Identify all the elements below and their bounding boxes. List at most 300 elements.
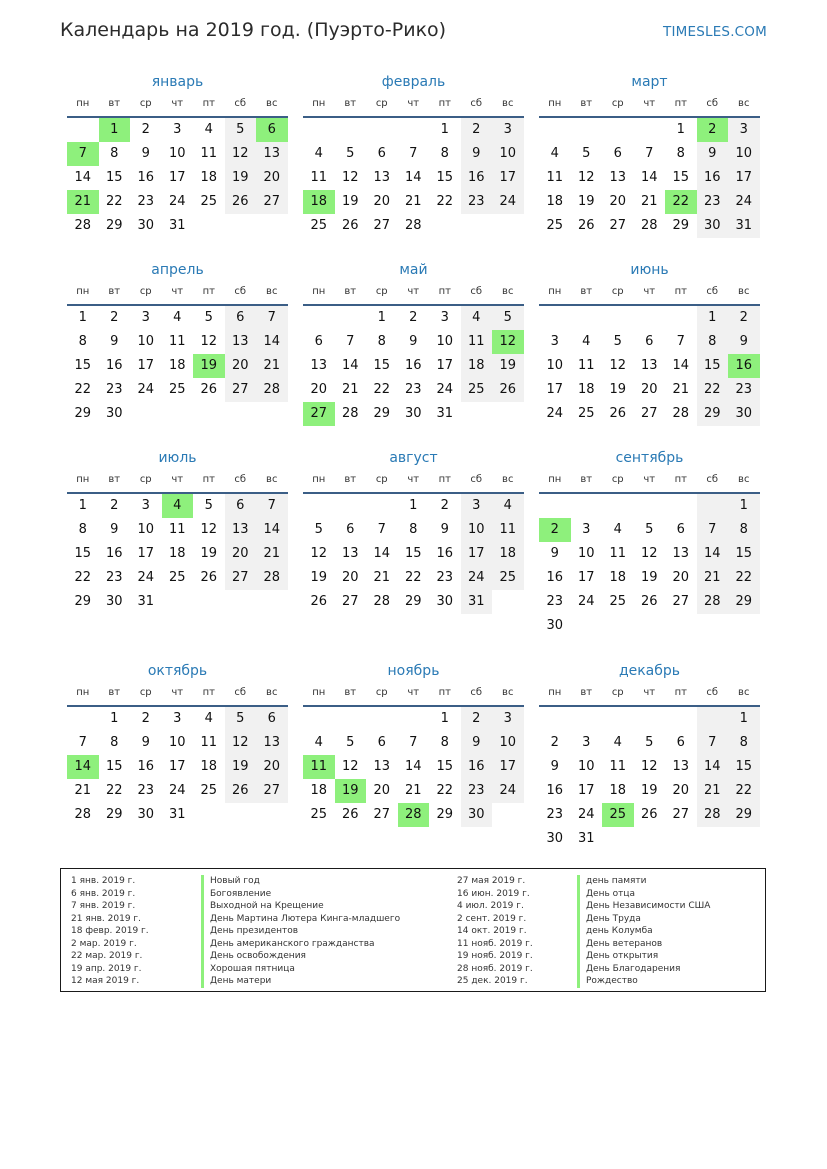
day-cell: 8 [78,334,87,349]
day-cell: 29 [74,594,92,609]
day-cell: 5 [492,306,524,330]
day-cell: 2 [550,735,559,750]
day-cell: 8 [440,735,449,750]
empty-cell [697,614,729,638]
weekday-label: вс [266,98,278,109]
day-cell: 26 [200,570,218,585]
day-cell: 18 [546,194,564,209]
day-cell: 11 [310,170,328,185]
day-cell: 27 [225,378,257,402]
day-cell: 18 [200,759,218,774]
empty-cell [571,614,603,638]
empty-cell [256,590,288,614]
empty-cell [539,707,571,731]
day-cell: 13 [672,546,690,561]
empty-cell [335,707,367,731]
empty-cell [225,803,257,827]
day-cell: 13 [640,358,658,373]
weekday-label: пн [76,98,90,109]
day-cell: 26 [492,378,524,402]
empty-cell [193,402,225,426]
days-grid [539,707,760,851]
day-cell: 4 [461,306,493,330]
days-grid [539,306,760,426]
empty-cell [303,306,335,330]
weekday-label: пн [548,474,562,485]
day-cell: 22 [665,190,697,214]
day-cell: 28 [640,218,658,233]
empty-cell [225,214,257,238]
weekday-label: вс [738,474,750,485]
day-cell: 28 [341,406,359,421]
day-cell: 11 [461,330,493,354]
weekday-label: пт [202,687,215,698]
day-cell: 26 [577,218,595,233]
weekday-label: пн [76,687,90,698]
legend-date: 16 июн. 2019 г. [457,888,530,899]
weekday-label: вс [738,687,750,698]
month-calendar [303,260,524,448]
day-cell: 15 [404,546,422,561]
day-cell: 18 [168,358,186,373]
weekday-label: пт [674,474,687,485]
weekday-label: ср [139,286,152,297]
empty-cell [728,827,760,851]
day-cell: 21 [697,779,729,803]
day-cell: 24 [728,190,760,214]
day-cell: 7 [377,522,386,537]
legend-date: 12 мая 2019 г. [71,976,140,986]
day-cell: 19 [193,354,225,378]
day-cell: 23 [105,382,123,397]
weekday-label: сб [470,474,483,485]
day-cell: 30 [105,594,123,609]
weekday-label: пт [438,474,451,485]
day-cell: 3 [461,494,493,518]
day-cell: 25 [168,570,186,585]
day-cell: 17 [728,166,760,190]
weekday-label: ср [139,98,152,109]
day-cell: 13 [373,759,391,774]
legend-date: 21 янв. 2019 г. [71,913,141,924]
day-cell: 27 [640,406,658,421]
legend-date: 7 янв. 2019 г. [71,901,136,911]
day-cell: 26 [609,406,627,421]
legend-names-column [201,875,400,988]
weekday-label: ср [375,98,388,109]
day-cell: 29 [373,406,391,421]
weekday-label: вт [108,474,121,485]
day-cell: 26 [341,218,359,233]
day-cell: 27 [225,566,257,590]
empty-cell [634,118,666,142]
weekday-label: вс [738,286,750,297]
day-cell: 9 [440,522,449,537]
weekday-label: вт [344,687,357,698]
day-cell: 13 [341,546,359,561]
empty-cell [162,402,194,426]
empty-cell [67,707,99,731]
day-cell: 15 [105,759,123,774]
day-cell: 8 [78,522,87,537]
day-cell: 16 [728,354,760,378]
day-cell: 23 [728,378,760,402]
day-cell: 22 [74,570,92,585]
day-cell: 11 [546,170,564,185]
weekday-label: вс [266,286,278,297]
day-cell: 1 [697,306,729,330]
day-cell: 26 [310,594,328,609]
day-cell: 23 [436,570,454,585]
weekday-label: вс [502,286,514,297]
day-cell: 8 [377,334,386,349]
weekday-label: чт [171,687,184,698]
day-cell: 8 [110,146,119,161]
day-cell: 30 [697,214,729,238]
day-cell: 12 [200,334,218,349]
day-cell: 15 [728,755,760,779]
day-cell: 1 [78,310,87,325]
day-cell: 22 [436,194,454,209]
day-cell: 10 [546,358,564,373]
legend-dates-column [71,875,149,988]
day-cell: 7 [256,306,288,330]
empty-cell [634,306,666,330]
weekday-label: вт [580,98,593,109]
day-cell: 30 [404,406,422,421]
day-cell: 1 [110,711,119,726]
empty-cell [602,614,634,638]
legend-date: 19 нояб. 2019 г. [457,951,533,961]
day-cell: 22 [697,378,729,402]
day-cell: 2 [728,306,760,330]
day-cell: 6 [377,146,386,161]
day-cell: 26 [200,382,218,397]
legend-date: 6 янв. 2019 г. [71,888,136,899]
weekday-header [539,92,760,118]
days-grid [539,494,760,638]
day-cell: 17 [492,755,524,779]
weekday-label: сб [234,687,247,698]
day-cell: 20 [341,570,359,585]
day-cell: 15 [728,542,760,566]
day-cell: 18 [200,170,218,185]
weekday-label: вт [108,286,121,297]
day-cell: 9 [550,546,559,561]
day-cell: 16 [546,783,564,798]
day-cell: 21 [640,194,658,209]
day-cell: 21 [256,542,288,566]
day-cell: 15 [436,759,454,774]
day-cell: 13 [256,142,288,166]
day-cell: 16 [461,755,493,779]
legend-date: 2 мар. 2019 г. [71,938,137,949]
day-cell: 21 [74,783,92,798]
day-cell: 9 [461,142,493,166]
legend-holiday-name: День открытия [577,950,710,963]
weekday-label: пт [438,98,451,109]
weekday-label: чт [407,687,420,698]
day-cell: 7 [645,146,654,161]
legend-date: 18 февр. 2019 г. [71,926,149,936]
day-cell: 8 [728,731,760,755]
legend-date: 11 нояб. 2019 г. [457,938,533,949]
day-cell: 5 [613,334,622,349]
days-grid [67,707,288,827]
day-cell: 15 [373,358,391,373]
legend-holiday-name: Новый год [201,875,400,888]
day-cell: 14 [74,170,92,185]
weekday-label: ср [611,286,624,297]
day-cell: 23 [461,779,493,803]
day-cell: 16 [105,358,123,373]
day-cell: 11 [492,518,524,542]
weekday-label: пт [202,286,215,297]
day-cell: 10 [168,146,186,161]
month-name: август [389,450,438,466]
holiday-legend [60,868,766,992]
empty-cell [67,118,99,142]
day-cell: 8 [110,735,119,750]
weekday-label: чт [407,98,420,109]
empty-cell [366,707,398,731]
day-cell: 16 [105,546,123,561]
day-cell: 29 [697,402,729,426]
weekday-label: пн [312,474,326,485]
day-cell: 15 [74,546,92,561]
day-cell: 27 [672,594,690,609]
day-cell: 3 [550,334,559,349]
day-cell: 13 [310,358,328,373]
day-cell: 1 [99,118,131,142]
day-cell: 4 [492,494,524,518]
weekday-header [303,92,524,118]
empty-cell [335,306,367,330]
day-cell: 21 [256,354,288,378]
day-cell: 15 [672,170,690,185]
day-cell: 21 [67,190,99,214]
day-cell: 10 [577,546,595,561]
day-cell: 9 [728,330,760,354]
empty-cell [335,494,367,518]
day-cell: 26 [225,190,257,214]
empty-cell [665,306,697,330]
day-cell: 28 [74,807,92,822]
weekday-label: чт [643,474,656,485]
legend-holiday-name: День Труда [577,913,710,926]
day-cell: 19 [640,783,658,798]
day-cell: 19 [335,779,367,803]
month-calendar [67,260,288,448]
day-cell: 7 [676,334,685,349]
day-cell: 2 [141,122,150,137]
empty-cell [492,590,524,614]
day-cell: 9 [141,735,150,750]
empty-cell [602,494,634,518]
day-cell: 14 [373,546,391,561]
day-cell: 18 [609,783,627,798]
day-cell: 19 [200,546,218,561]
empty-cell [225,590,257,614]
day-cell: 30 [137,807,155,822]
empty-cell [571,118,603,142]
day-cell: 4 [314,146,323,161]
weekday-label: вс [502,98,514,109]
day-cell: 3 [582,735,591,750]
day-cell: 21 [404,783,422,798]
day-cell: 8 [676,146,685,161]
weekday-label: сб [234,98,247,109]
weekday-label: пт [674,286,687,297]
day-cell: 24 [436,382,454,397]
legend-holiday-name: День Мартина Лютера Кинга-младшего [201,913,400,926]
empty-cell [634,707,666,731]
day-cell: 30 [728,402,760,426]
weekday-label: вт [108,98,121,109]
day-cell: 3 [440,310,449,325]
empty-cell [492,214,524,238]
empty-cell [256,803,288,827]
day-cell: 15 [697,354,729,378]
day-cell: 20 [672,783,690,798]
weekday-header [67,280,288,306]
weekday-label: чт [407,286,420,297]
month-name: сентябрь [615,450,684,466]
day-cell: 2 [461,118,493,142]
empty-cell [366,118,398,142]
weekday-label: вт [344,286,357,297]
empty-cell [461,402,493,426]
empty-cell [162,590,194,614]
day-cell: 4 [613,735,622,750]
day-cell: 30 [546,618,564,633]
day-cell: 18 [577,382,595,397]
day-cell: 7 [697,731,729,755]
day-cell: 30 [546,831,564,846]
empty-cell [571,494,603,518]
day-cell: 16 [137,759,155,774]
empty-cell [634,614,666,638]
day-cell: 2 [461,707,493,731]
weekday-label: сб [706,474,719,485]
day-cell: 25 [546,218,564,233]
day-cell: 10 [461,518,493,542]
weekday-label: ср [375,687,388,698]
day-cell: 11 [200,146,218,161]
day-cell: 29 [404,594,422,609]
empty-cell [539,494,571,518]
day-cell: 14 [256,518,288,542]
day-cell: 24 [577,807,595,822]
day-cell: 24 [577,594,595,609]
month-name: январь [151,74,204,90]
weekday-label: вт [580,474,593,485]
day-cell: 17 [168,170,186,185]
day-cell: 31 [461,590,493,614]
day-cell: 7 [697,518,729,542]
weekday-label: ср [139,474,152,485]
weekday-label: чт [171,98,184,109]
empty-cell [303,494,335,518]
day-cell: 8 [440,146,449,161]
day-cell: 6 [256,118,288,142]
day-cell: 30 [436,594,454,609]
day-cell: 24 [492,190,524,214]
weekday-label: сб [706,98,719,109]
site-link[interactable]: TIMESLES.COM [663,24,767,40]
day-cell: 15 [436,170,454,185]
day-cell: 12 [577,170,595,185]
month-calendar [67,661,288,847]
month-name: ноябрь [387,663,440,679]
day-cell: 11 [168,522,186,537]
day-cell: 23 [137,783,155,798]
day-cell: 2 [697,118,729,142]
day-cell: 29 [728,590,760,614]
month-name: октябрь [147,663,208,679]
weekday-label: вт [580,687,593,698]
day-cell: 9 [461,731,493,755]
day-cell: 30 [461,803,493,827]
day-cell: 12 [609,358,627,373]
day-cell: 25 [492,566,524,590]
legend-holiday-name: День матери [201,975,400,988]
day-cell: 1 [440,711,449,726]
days-grid [67,118,288,238]
month-calendar [539,72,760,260]
day-cell: 2 [539,518,571,542]
day-cell: 24 [168,194,186,209]
weekday-label: ср [611,687,624,698]
day-cell: 4 [550,146,559,161]
month-calendar [539,260,760,448]
weekday-label: вс [502,687,514,698]
day-cell: 19 [577,194,595,209]
day-cell: 14 [697,542,729,566]
day-cell: 27 [256,190,288,214]
weekday-label: пн [312,286,326,297]
day-cell: 25 [200,783,218,798]
day-cell: 29 [728,803,760,827]
month-calendar [303,661,524,847]
day-cell: 21 [697,566,729,590]
day-cell: 26 [341,807,359,822]
day-cell: 9 [697,142,729,166]
day-cell: 6 [256,707,288,731]
weekday-label: сб [470,98,483,109]
day-cell: 18 [609,570,627,585]
weekday-header [303,468,524,494]
day-cell: 14 [67,755,99,779]
empty-cell [398,118,430,142]
empty-cell [492,402,524,426]
weekday-label: пт [438,286,451,297]
day-cell: 2 [110,310,119,325]
day-cell: 19 [609,382,627,397]
day-cell: 30 [105,406,123,421]
day-cell: 13 [256,731,288,755]
legend-date: 2 сент. 2019 г. [457,913,527,924]
days-grid [303,306,524,426]
day-cell: 22 [74,382,92,397]
legend-holiday-name: Выходной на Крещение [201,900,400,913]
legend-holiday-name: День отца [577,888,710,901]
month-name: февраль [381,74,446,90]
weekday-label: пн [312,687,326,698]
weekday-label: чт [643,687,656,698]
day-cell: 13 [225,518,257,542]
day-cell: 19 [341,194,359,209]
